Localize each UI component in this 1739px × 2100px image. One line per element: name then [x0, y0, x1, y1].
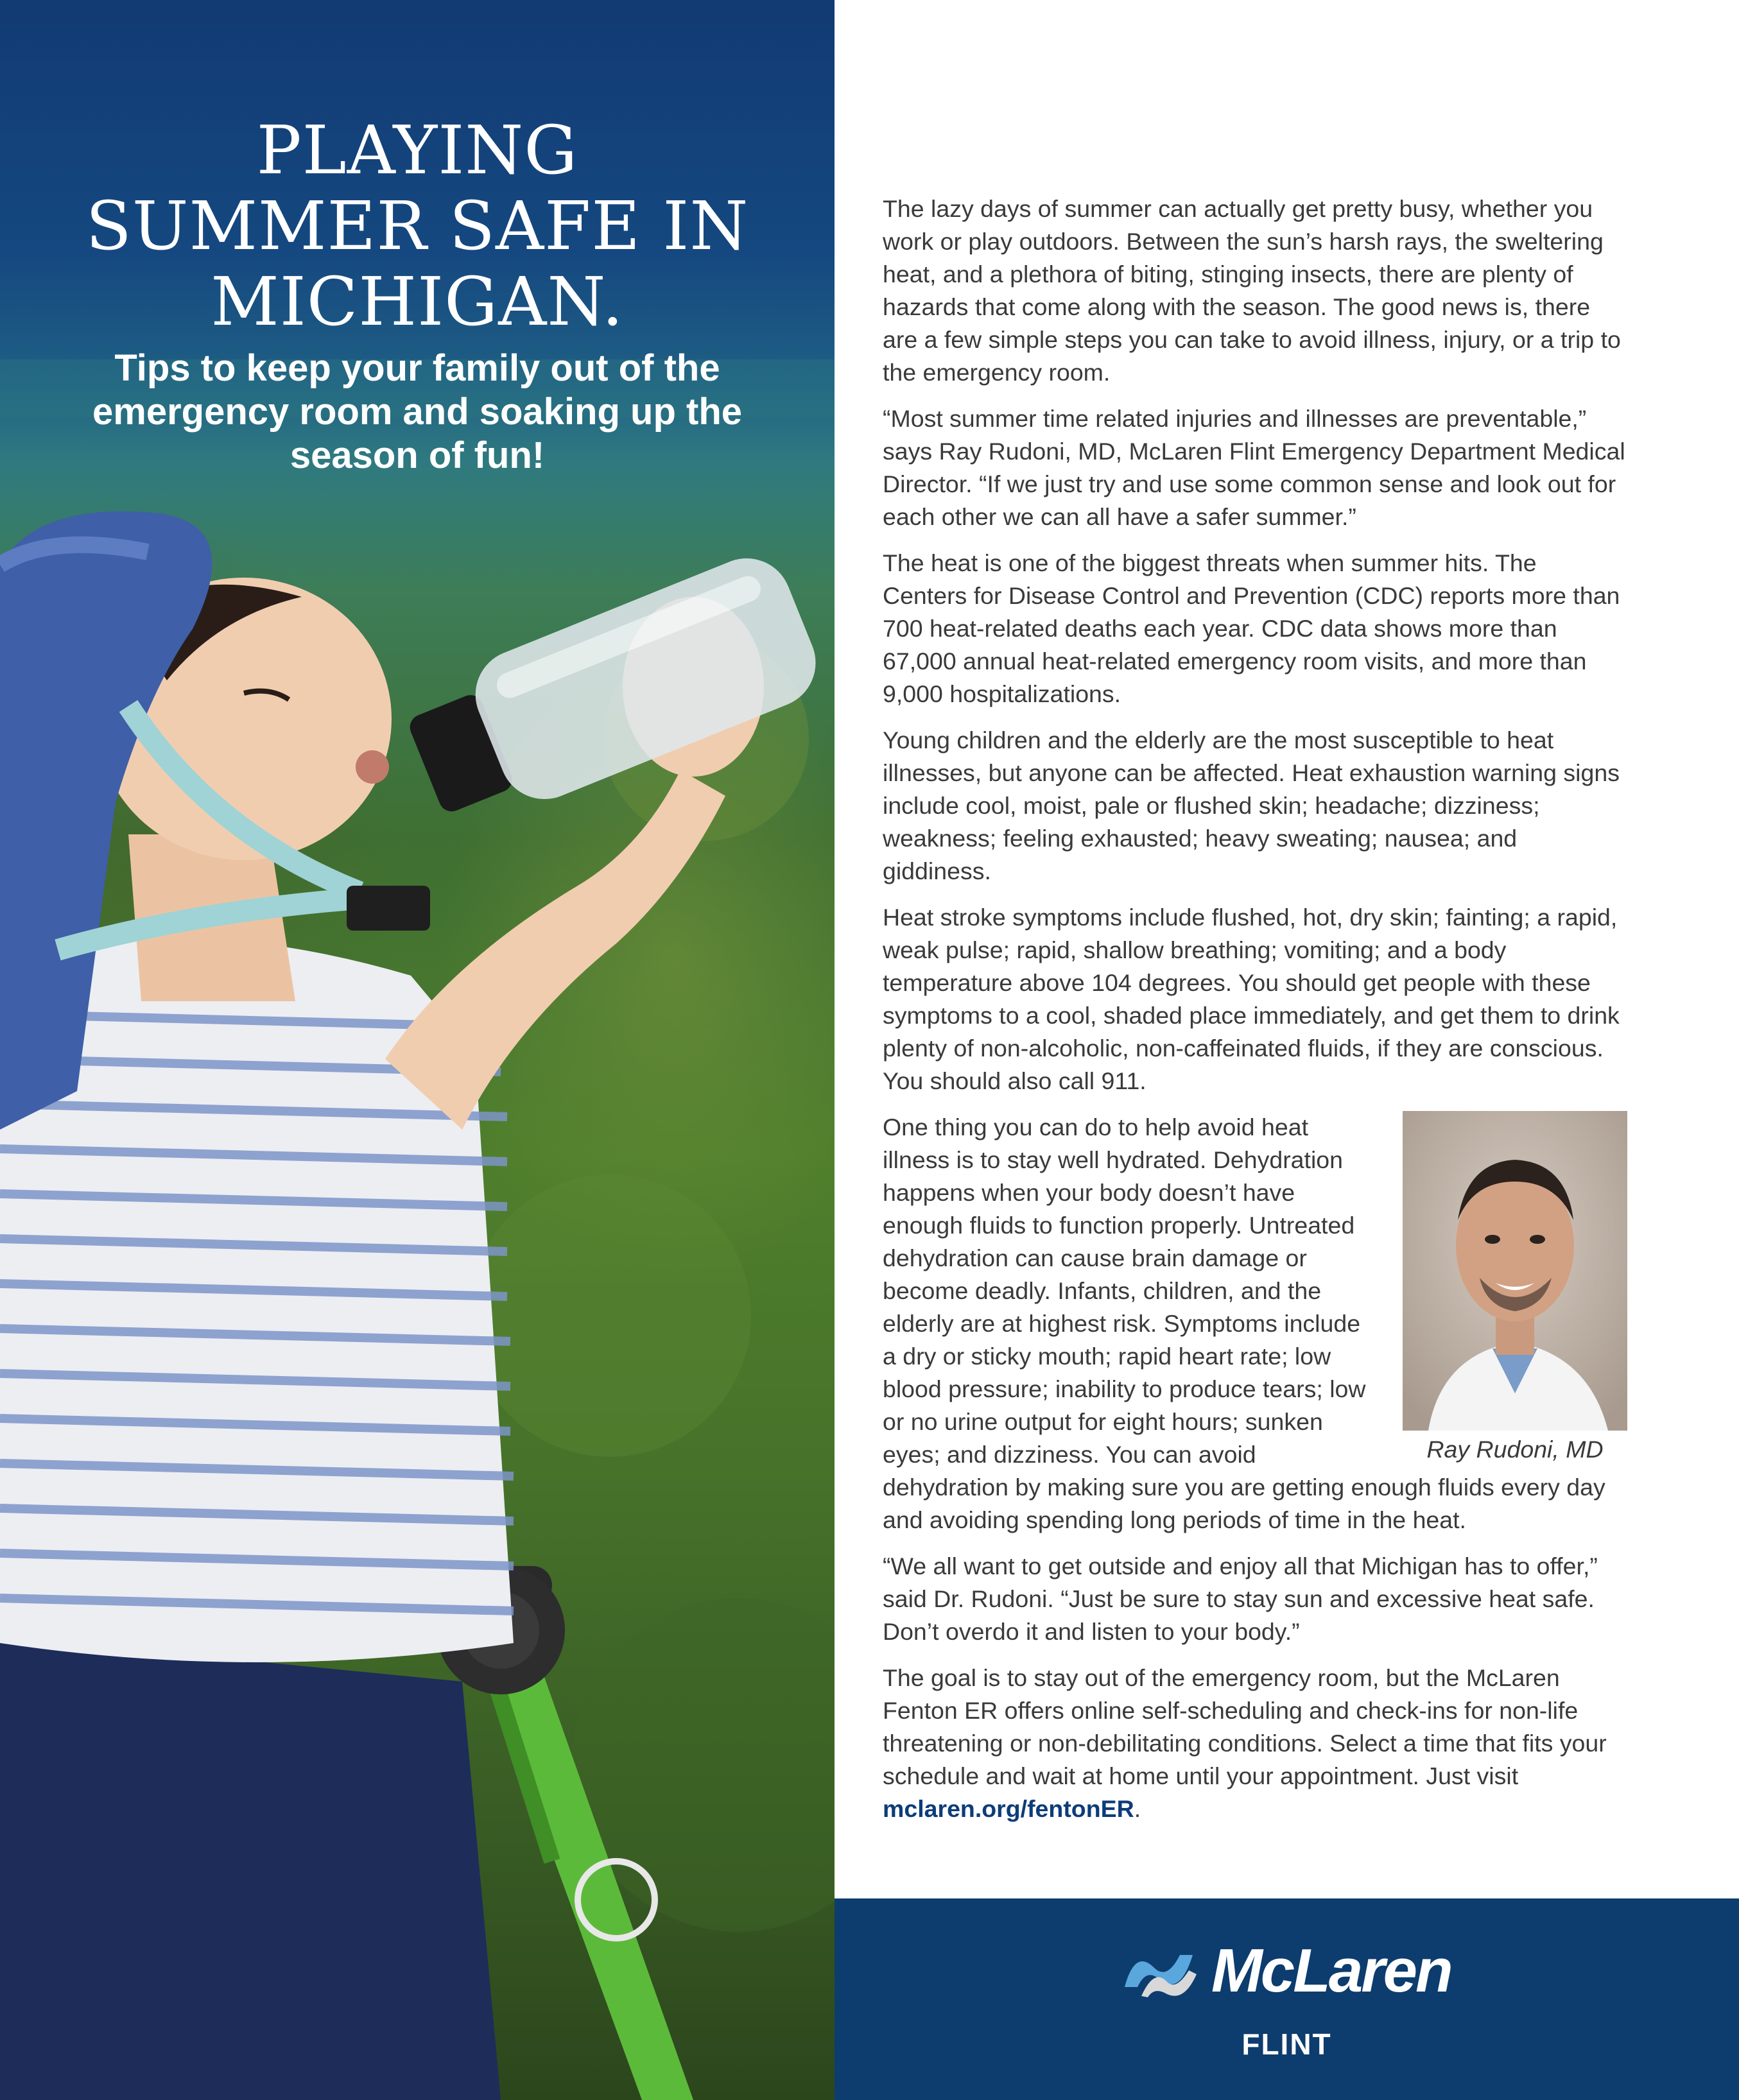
article-paragraph-1: The lazy days of summer can actually get pretty busy, whether you work or play outdoors. Between the sun’s harsh rays, the sweltering heat, and a plethora of biting, stinging insects, there are plenty of hazards that come along with the season. The good news is, there are a few simple steps you can take to avoid illness, injury, or a trip to the emergency room. [883, 195, 1621, 386]
hero-title-line-2: SUMMER SAFE IN [85, 187, 749, 265]
hero-title [0, 112, 835, 340]
article-paragraph-5: Heat stroke symptoms include flushed, hot, dry skin; fainting; a rapid, weak pulse; rapid, shallow breathing; vomiting; and a body temperature above 104 degrees. You should get people with these symptoms to a cool, shaded place immediately, and get them to drink plenty of non-alcoholic, non-caffeinated fluids, if they are conscious. You should also call 911. [883, 904, 1620, 1094]
article-body [883, 193, 1627, 1839]
mclaren-logo-icon [1122, 1942, 1199, 2000]
article-paragraph-7: “We all want to get outside and enjoy all that Michigan has to offer,” said Dr. Rudoni. “Just be sure to stay sun and excessive heat safe. Don’t overdo it and listen to your body.” [883, 1553, 1598, 1645]
brand-name: McLaren [1211, 1936, 1451, 2005]
link-suffix: . [1134, 1795, 1141, 1822]
doctor-portrait-photo [1403, 1111, 1627, 1431]
brand-location: FLINT [1242, 2027, 1332, 2061]
article-paragraph-4: Young children and the elderly are the most susceptible to heat illnesses, but anyone can be affected. Heat exhaustion warning signs include cool, moist, pale or flushed skin; headache; dizziness; weakness; feeling exhausted; heavy sweating; nausea; and giddiness. [883, 727, 1620, 884]
hero-title-line-3: MICHIGAN. [211, 262, 624, 341]
article-paragraph-8 [883, 1662, 1627, 1825]
photo-caption: Ray Rudoni, MD [1426, 1436, 1604, 1463]
article-paragraph-8-text: The goal is to stay out of the emergency room, but the McLaren Fenton ER offers online self-scheduling and check-ins for non-life threatening or non-debilitating conditions. Select a time that fits your schedule and wait at home until your appointment. Just visit [883, 1664, 1607, 1789]
article-paragraph-2: “Most summer time related injuries and illnesses are preventable,” says Ray Rudoni, MD, McLaren Flint Emergency Department Medical Director. “If we just try and use some common sense and look out for each other we can all have a safer summer.” [883, 405, 1625, 530]
hero-panel [0, 0, 835, 2100]
hero-subtitle: Tips to keep your family out of the emergency room and soaking up the season of fun! [92, 347, 742, 476]
footer-brand-bar [835, 1898, 1739, 2100]
doctor-photo-block [1403, 1111, 1627, 1466]
fenton-er-link[interactable]: mclaren.org/fentonER [883, 1795, 1134, 1822]
hero-title-line-1: PLAYING [256, 111, 578, 189]
article-paragraph-6: One thing you can do to help avoid heat illness is to stay well hydrated. Dehydration happens when your body doesn’t have enough fluids to function properly. Untreated dehydration can cause brain damage or become deadly. Infants, children, and the elderly are at highest risk. Symptoms include a dry or sticky mouth; rapid heart rate; low blood pressure; inability to produce tears; low or no urine output for eight hours; sunken eyes; and dizziness. You can avoid dehydration by making sure you are getting enough fluids every day and avoiding spending long periods of time in the heat. [883, 1114, 1605, 1533]
mclaren-logo [835, 1936, 1739, 2006]
article-paragraph-3: The heat is one of the biggest threats when summer hits. The Centers for Disease Control and Prevention (CDC) reports more than 700 heat-related deaths each year. CDC data shows more than 67,000 annual heat-related emergency room visits, and more than 9,000 hospitalizations. [883, 549, 1620, 707]
